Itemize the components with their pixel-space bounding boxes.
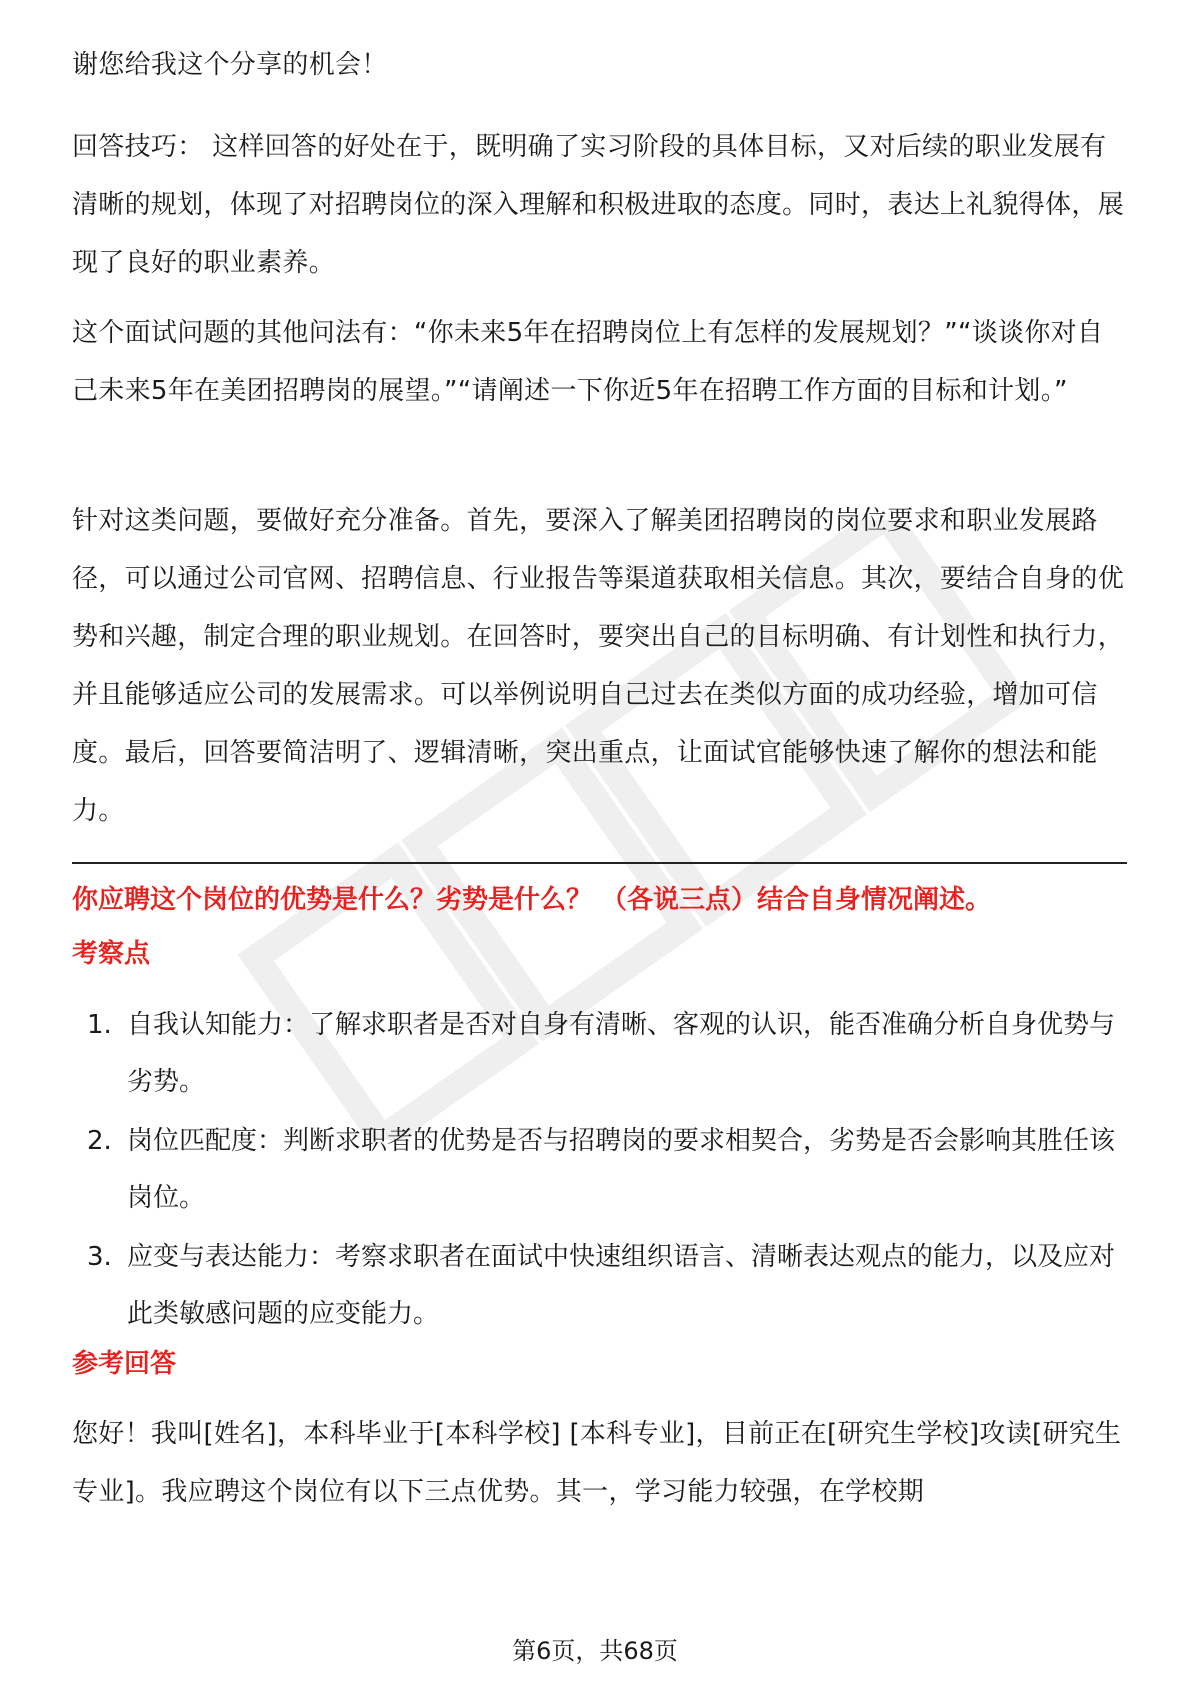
- list-number: 1.: [87, 1010, 112, 1040]
- paragraph-preparation-advice: 针对这类问题，要做好充分准备。首先，要深入了解美团招聘岗的岗位要求和职业发展路径，可以通过公司官网、招聘信息、行业报告等渠道获取相关信息。其次，要结合自身的优势和兴趣，制定合理的职业规划。在回答时，要突出自己的目标明确、有计划性和执行力，并且能够适应公司的发展需求。可以举例说明自己过去在类似方面的成功经验，增加可信度。最后，回答要简洁明了、逻辑清晰，突出重点，让面试官能够快速了解你的想法和能力。: [72, 506, 1125, 826]
- question-title: 你应聘这个岗位的优势是什么？劣势是什么？ （各说三点）结合自身情况阐述。: [72, 885, 992, 915]
- reference-answer-text: 您好！我叫[姓名]，本科毕业于[本科学校] [本科专业]，目前正在[研究生学校]攻读[研究生专业]。我应聘这个岗位有以下三点优势。其一，学习能力较强，在学校期: [72, 1419, 1122, 1507]
- assessment-points-heading: 考察点: [72, 939, 151, 969]
- page-footer: 第6页，共68页: [512, 1637, 678, 1665]
- list-item: [72, 997, 1127, 1111]
- list-item-text: 自我认知能力：了解求职者是否对自身有清晰、客观的认识，能否准确分析自身优势与劣势。: [127, 1010, 1116, 1097]
- section-divider: [72, 862, 1127, 864]
- reference-answer-heading: 参考回答: [72, 1349, 177, 1379]
- paragraph-closing-thanks: 谢您给我这个分享的机会！: [72, 50, 388, 80]
- list-item-text: 岗位匹配度：判断求职者的优势是否与招聘岗的要求相契合，劣势是否会影响其胜任该岗位。: [127, 1126, 1116, 1213]
- list-number: 3.: [87, 1242, 112, 1272]
- assessment-points-list: [72, 997, 1127, 1345]
- paragraph-answer-tips: 回答技巧： 这样回答的好处在于，既明确了实习阶段的具体目标，又对后续的职业发展有清晰的规划，体现了对招聘岗位的深入理解和积极进取的态度。同时，表达上礼貌得体，展现了良好的职业素养。: [72, 132, 1125, 278]
- paragraph-alternative-questions: 这个面试问题的其他问法有：“你未来5年在招聘岗位上有怎样的发展规划？”“谈谈你对自己未来5年在美团招聘岗的展望。”“请阐述一下你近5年在招聘工作方面的目标和计划。”: [72, 318, 1104, 406]
- list-number: 2.: [87, 1126, 112, 1156]
- list-item: [72, 1113, 1127, 1227]
- list-item-text: 应变与表达能力：考察求职者在面试中快速组织语言、清晰表达观点的能力，以及应对此类敏感问题的应变能力。: [127, 1242, 1116, 1329]
- list-item: [72, 1229, 1127, 1343]
